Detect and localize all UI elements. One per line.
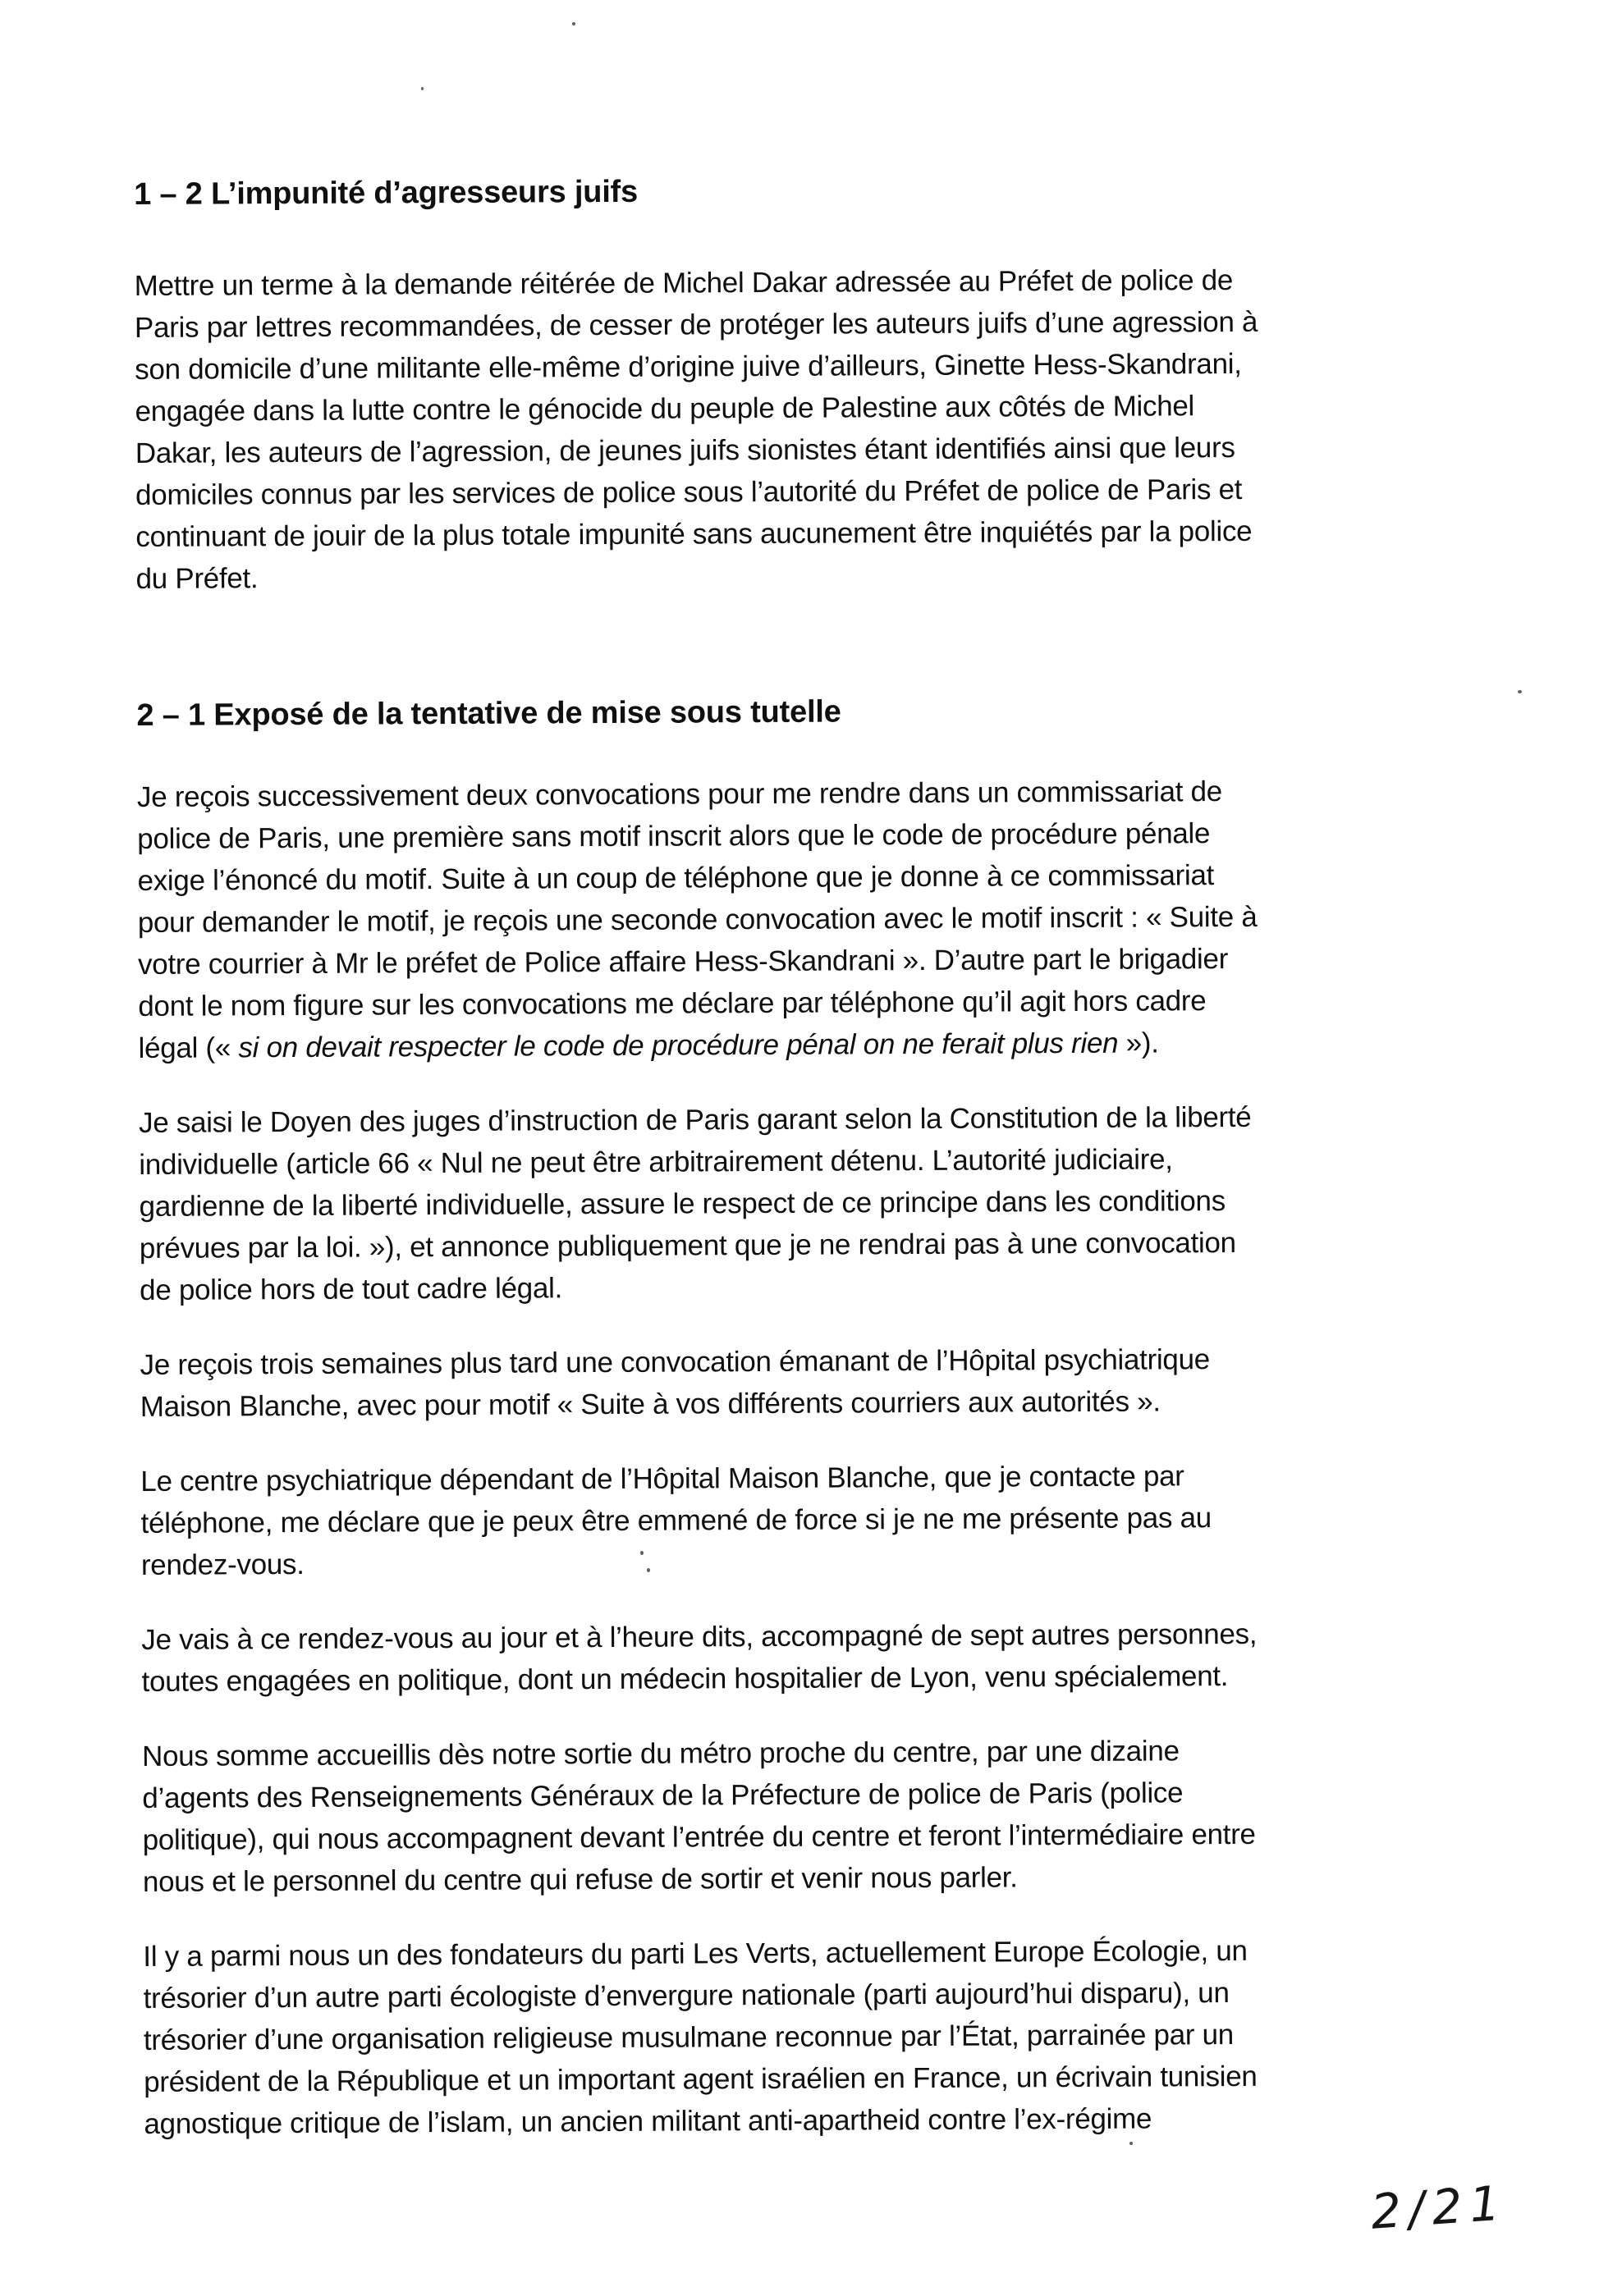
scan-speck — [647, 1568, 650, 1572]
scan-speck — [1518, 690, 1522, 693]
section-1-heading: 1 – 2 L’impunité d’agresseurs juifs — [134, 174, 639, 212]
convocations-italic-quote: si on devait respecter le code de procédure pénal on ne ferait plus rien — [238, 1027, 1119, 1064]
paragraph-convocations — [137, 769, 1574, 1069]
convocations-text-after-quote: »). — [1118, 1027, 1159, 1059]
paragraph-convocation-hopital: Je reçois trois semaines plus tard une convocation émanant de l’Hôpital psychiatrique Maison Blanche, avec pour motif « Suite à vos différents courriers aux autorités ». — [140, 1343, 1210, 1423]
paragraph-parmi-nous: Il y a parmi nous un des fondateurs du parti Les Verts, actuellement Europe Écologie, un trésorier d’un autre parti écologiste d’envergure nationale (parti aujourd’hui disparu), un trésorier d’une organisation religieuse musulmane reconnue par l’État, parrainée par un président de la République et un important agent israélien en France, un écrivain tunisien agnostique critique de l’islam, un ancien militant anti-apartheid contre l’ex-régime — [143, 1934, 1258, 2140]
scan-speck — [1129, 2142, 1133, 2145]
paragraph-rendez-vous: Je vais à ce rendez-vous au jour et à l’heure dits, accompagné de sept autres personnes, toutes engagées en politique, dont un médecin hospitalier de Lyon, venu spécialement. — [141, 1617, 1258, 1698]
convocations-text-before-quote: Je reçois successivement deux convocations pour me rendre dans un commissariat de police de Paris, une première sans motif inscrit alors que le code de procédure pénale exige l’énoncé du motif. Suite à un coup de téléphone que je donne à ce commissariat pour demander le motif, je reçois une seconde convocation avec le motif inscrit : « Suite à votre courrier à Mr le préfet de Police affaire Hess-Skandrani ». D’autre part le brigadier dont le nom figure sur les convocations me déclare par téléphone qu’il agit hors cadre légal (« — [136, 775, 1258, 1064]
scan-speck — [640, 1551, 644, 1555]
scan-speck — [572, 22, 575, 25]
scan-speck — [421, 87, 424, 90]
handwritten-page-number: 2/21 — [1368, 2175, 1510, 2240]
paragraph-metro-renseignements-generaux: Nous somme accueillis dès notre sortie du métro proche du centre, par une dizaine d’agents des Renseignements Généraux de la Préfecture de police de Paris (police politique), qui nous accompagnent devant l’entrée du centre et feront l’intermédiaire entre nous et le personnel du centre qui refuse de sortir et venir nous parler. — [141, 1735, 1256, 1898]
paragraph-centre-psychiatrique: Le centre psychiatrique dépendant de l’Hôpital Maison Blanche, que je contacte par téléphone, me déclare que je peux être emmené de force si je ne me présente pas au rendez-vous. — [140, 1460, 1212, 1581]
section-1-paragraph: Mettre un terme à la demande réitérée de Michel Dakar adressée au Préfet de police de Paris par lettres recommandées, de cesser de protéger les auteurs juifs d’une agression à son domicile d’une militante elle-même d’origine juive d’ailleurs, Ginette Hess-Skandrani, engagée dans la lutte contre le génocide du peuple de Palestine aux côtés de Michel Dakar, les auteurs de l’agression, de jeunes juifs sionistes étant identifiés ainsi que leurs domiciles connus par les services de police sous l’autorité du Préfet de police de Paris et continuant de jouir de la plus totale impunité sans aucunement être inquiétés par la police du Préfet. — [134, 263, 1258, 595]
section-2-heading: 2 – 1 Exposé de la tentative de mise sous tutelle — [136, 694, 841, 733]
paragraph-doyen-juges: Je saisi le Doyen des juges d’instruction de Paris garant selon la Constitution de la liberté individuelle (article 66 « Nul ne peut être arbitrairement détenu. L’autorité judiciaire, gardienne de la liberté individuelle, assure le respect de ce principe dans les conditions prévues par la loi. »), et annonce publiquement que je ne rendrai pas à une convocation de police hors de tout cadre légal. — [138, 1100, 1252, 1306]
document-content — [134, 167, 1579, 2178]
